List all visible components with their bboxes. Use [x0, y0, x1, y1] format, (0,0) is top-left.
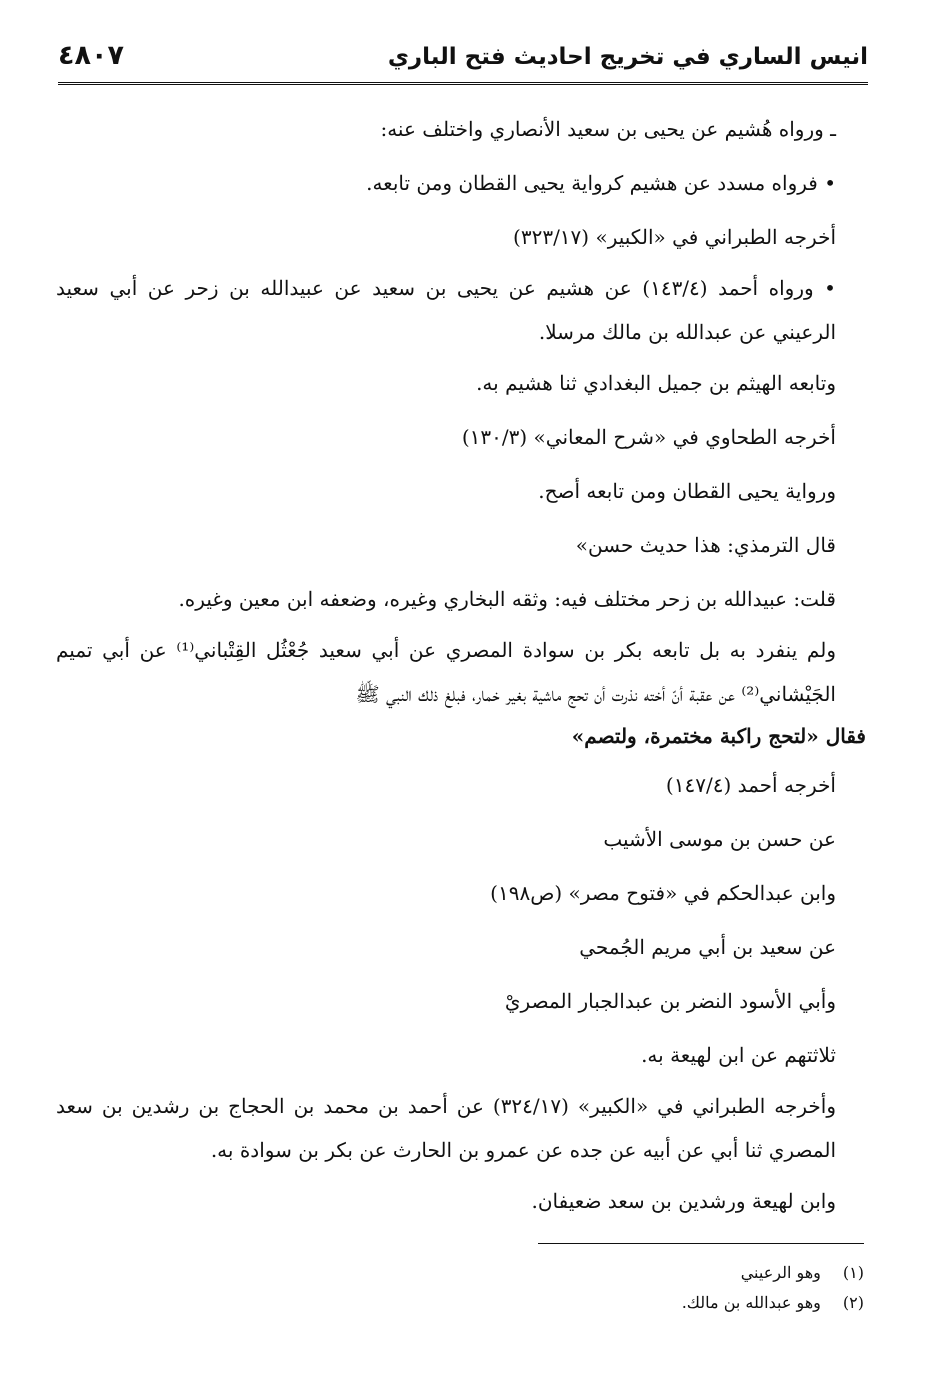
page-number: ٤٨٠٧: [58, 40, 124, 71]
footnotes: [500, 1258, 864, 1318]
paragraph: أخرجه أحمد (١٤٧/٤): [665, 773, 836, 797]
footnote-text: وهو عبدالله بن مالك.: [681, 1293, 821, 1312]
footnote: [500, 1288, 864, 1318]
paragraph: ورواية يحيى القطان ومن تابعه أصح.: [538, 479, 836, 503]
paragraph: وابن عبدالحكم في «فتوح مصر» (ص١٩٨): [490, 881, 836, 905]
hadith-quote: فقال «لتحج راكبة مختمرة، ولتصم»: [571, 724, 866, 748]
running-header: [58, 38, 868, 85]
main-text: [56, 104, 866, 1226]
paragraph: • فرواه مسدد عن هشيم كرواية يحيى القطان ومن تابعه.: [366, 171, 836, 195]
book-title: انيس الساري في تخريج احاديث فتح الباري: [387, 44, 868, 70]
paragraph: • ورواه أحمد (١٤٣/٤) عن هشيم عن يحيى بن سعيد عن عبيدالله بن زحر عن أبي سعيد الرعيني عن عبدالله بن مالك مرسلا.: [56, 276, 836, 344]
paragraph: ثلاثتهم عن ابن لهيعة به.: [641, 1043, 836, 1067]
paragraph: وابن لهيعة ورشدين بن سعد ضعيفان.: [531, 1189, 836, 1213]
footnote-number: (١): [842, 1263, 864, 1282]
footnote-text: وهو الرعيني: [740, 1263, 821, 1282]
paragraph: ولم ينفرد به بل تابعه بكر بن سوادة المصري عن أبي سعيد جُعْثُل القِتْباني⁽¹⁾ عن أبي تميم الجَيْشاني⁽²⁾ عن عقبة أنّ أخته نذرت أن تحج ماشية بغير خمار، فبلغ ذلك النبي ﷺ: [56, 638, 836, 706]
paragraph: وتابعه الهيثم بن جميل البغدادي ثنا هشيم به.: [476, 371, 836, 395]
footnote: [500, 1258, 864, 1288]
paragraph: أخرجه الطحاوي في «شرح المعاني» (١٣٠/٣): [461, 425, 836, 449]
paragraph: قلت: عبيدالله بن زحر مختلف فيه: وثقه البخاري وغيره، وضعفه ابن معين وغيره.: [178, 587, 836, 611]
paragraph: وأبي الأسود النضر بن عبدالجبار المصريْ: [504, 989, 836, 1013]
footnote-number: (٢): [842, 1293, 864, 1312]
paragraph: قال الترمذي: هذا حديث حسن»: [575, 533, 836, 557]
paragraph: ـ ورواه هُشيم عن يحيى بن سعيد الأنصاري واختلف عنه:: [380, 117, 836, 141]
paragraph: عن حسن بن موسى الأشيب: [603, 827, 836, 851]
paragraph: أخرجه الطبراني في «الكبير» (٣٢٣/١٧): [513, 225, 836, 249]
footnote-separator: [538, 1243, 864, 1244]
paragraph: وأخرجه الطبراني في «الكبير» (٣٢٤/١٧) عن أحمد بن محمد بن الحجاج بن رشدين بن سعد المصري ثنا أبي عن أبيه عن جده عن عمرو بن الحارث عن بكر بن سوادة به.: [56, 1094, 836, 1162]
paragraph: عن سعيد بن أبي مريم الجُمحي: [579, 935, 836, 959]
